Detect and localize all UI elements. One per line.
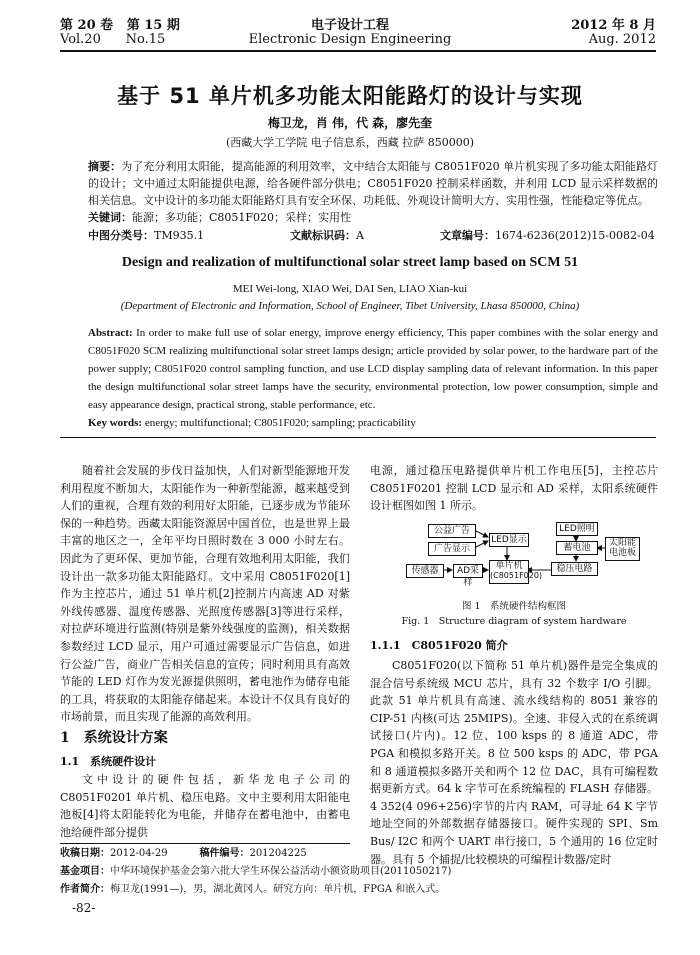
- keywords-en: Key words: energy; multifunctional; C8051F020; sampling; practicability: [88, 417, 416, 429]
- intro-paragraph: 随着社会发展的步伐日益加快，人们对新型能源地开发利用程度不断加大，太阳能作为一种新型能源，越来越受到人们的重视，合理有效的利用好太阳能，已逐步成为节能环保的一种趋势。西藏太阳能资源居中国首位，也是世界上最丰富的地区之一，全年平均日照时数在 3 000 小时左右。因此为了更环保、更加节能，合理有效地利用太阳能，我们设计出一款多功能太阳能路灯。文中采用 C8051F020[1]作为主控芯片，通过 51 单片机[2]控制片内高速 AD 对紫外线传感器、温度传感器、光照度传感器[3]等进行采样，对拉萨环境进行监测(特别是紫外线强度的监测)，相关数据参数经过 LCD 显示，用户可通过需要显示广告信息，如进行公益广告，商业广告相关信息的宣传；同时利用具有高效节能的 LED 灯作为发光源提供照明，蓄电池作为储存电能的工具，将获取的太阳能存储起来。本设计不仅具有良好的市场前景，而且实现了能源的高效利用。: [60, 464, 350, 724]
- section-1-heading: 1 系统设计方案: [60, 730, 168, 746]
- section-1-1-1-heading: 1.1.1 C8051F020 简介: [370, 639, 508, 652]
- received-date: 收稿日期：2012-04-29 稿件编号：201204225: [60, 848, 307, 859]
- figure-1-caption-cn: 图 1 系统硬件结构框图: [461, 601, 567, 612]
- affiliation-en: (Department of Electronic and Information, School of Engineer, Tibet University, Lhasa 850000, China): [120, 300, 580, 312]
- section-1-1-heading: 1.1 系统硬件设计: [60, 755, 157, 768]
- document-code: 文献标识码：A: [290, 229, 364, 242]
- journal-title-en: Electronic Design Engineering: [248, 32, 452, 47]
- article-number: 文章编号：1674-6236(2012)15-0082-04: [440, 229, 655, 242]
- abstract-cn: 摘要：为了充分利用太阳能，提高能源的利用效率，文中结合太阳能与 C8051F020 单片机实现了多功能太阳能路灯的设计；文中通过太阳能提供电源，给各硬件部分供电；C8051F020 控制采样函数，并利用 LCD 显示采样数据的相关信息。文中设计的多功能太阳能路灯具有安全环保、功耗低、外观设计简明大方、实用性强，性能稳定等优点。: [88, 160, 659, 207]
- c8051f020-intro-paragraph: C8051F020(以下简称 51 单片机)器件是完全集成的混合信号系统级 MCU 芯片，具有 32 个数字 I/O 引脚。此款 51 单片机具有高速、流水线结构的 8051 兼容的 CIP-51 内核(可达 25MIPS)。全速、非侵入式的在系统调试接口(片内)。12 位、100 ksps 的 8 通道 ADC，带 PGA 和模拟多路开关。8 位 500 ksps 的 ADC，带 PGA 和 8 通道模拟多路开关和两个 12 位 DAC，具有可编程数据更新方式。64 k 字节可在系统编程的 FLASH 存储器。4 352(4 096+256)字节的片内 RAM，可寻址 64 K 字节地址空间的外部数据存储器接口。硬件实现的 SPI、Sm Bus/ I2C 和两个 UART 串行接口，5 个通用的 16 位定时器。具有 5 个捕捉/比较模块的可编程计数器/定时: [370, 659, 658, 866]
- keywords-cn: 关键词：能源；多功能；C8051F020；采样；实用性: [88, 211, 352, 224]
- page-number: -82-: [72, 901, 96, 915]
- fund-project: 基金项目：中华环境保护基金会第六批大学生环保公益活动小额资助项目(2011050217): [60, 866, 452, 877]
- box-ad-display: 广告显示: [428, 542, 476, 556]
- clc-number: 中图分类号：TM935.1: [88, 229, 205, 242]
- date-en: Aug. 2012: [588, 32, 656, 47]
- box-sensor: 传感器: [406, 564, 444, 578]
- box-public-ad: 公益广告: [428, 524, 476, 538]
- author-bio: 作者简介：梅卫龙(1991—)，男，湖北黄冈人。研究方向：单片机，FPGA 和嵌入式。: [60, 884, 446, 895]
- abstract-en: Abstract: In order to make full use of solar energy, improve energy efficiency, This paper combines with the solar energy and C8051F020 SCM realizing multifunctional solar street lamps design; article provided by solar power, to the hardware part of the power supply; C8051F020 control sampling function, and use LCD display sampling data of relevant information. In this paper the design multifunctional solar street lamps have the security, environmental protection, low power consumption, simple and easy appearance design, practical strong, stable performance, etc.: [88, 327, 658, 411]
- box-led-display: LED显示: [489, 533, 529, 547]
- affiliation-cn: (西藏大学工学院 电子信息系，西藏 拉萨 850000): [225, 136, 475, 149]
- date-cn: 2012 年 8 月: [571, 18, 656, 33]
- authors-en: MEI Wei-long, XIAO Wei, DAI Sen, LIAO Xian-kui: [232, 283, 468, 295]
- figure-1-caption-en: Fig. 1 Structure diagram of system hardware: [401, 616, 627, 627]
- box-mcu: 单片机 (C8051F020): [489, 560, 529, 584]
- box-led-lighting: LED照明: [556, 522, 598, 536]
- paper-title-cn: 基于 51 单片机多功能太阳能路灯的设计与实现: [117, 84, 583, 108]
- box-ad-sampling: AD采样: [453, 564, 483, 578]
- volume-cn: 第 20 卷 第 15 期: [60, 18, 180, 33]
- box-voltage-regulator: 稳压电路: [551, 562, 598, 576]
- volume-en: Vol.20 No.15: [60, 32, 166, 47]
- journal-title-cn: 电子设计工程: [310, 18, 389, 33]
- box-solar-panel: 太阳能 电池板: [605, 537, 640, 561]
- hardware-paragraph: 文中设计的硬件包括，新华龙电子公司的 C8051F0201 单片机、稳压电路。文中主要利用太阳能电池板[4]将太阳能转化为电能，并储存在蓄电池中，由蓄电池给硬件部分提供: [60, 773, 350, 839]
- footnote-rule: [60, 843, 350, 844]
- box-battery: 蓄电池: [556, 541, 598, 555]
- right-column-lead: 电源，通过稳压电路提供单片机工作电压[5]，主控芯片 C8051F0201 控制 LCD 显示和 AD 采样，太阳系统硬件设计框图如图 1 所示。: [370, 464, 658, 513]
- authors-cn: 梅卫龙，肖 伟，代 森，廖先奎: [267, 116, 433, 130]
- paper-title-en: Design and realization of multifunctional solar street lamp based on SCM 51: [121, 255, 579, 270]
